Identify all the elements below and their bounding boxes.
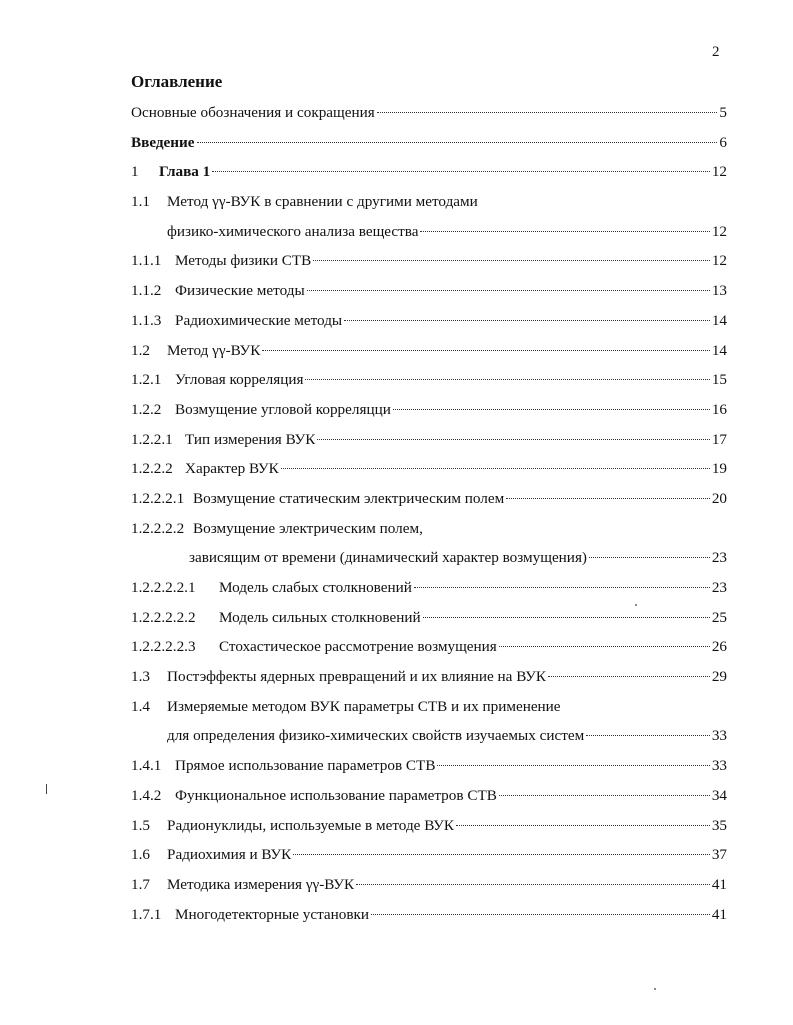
toc-entry-number: 1.1.1: [131, 252, 162, 270]
toc-entry-introduction: [131, 128, 727, 158]
toc-entry-1-4-2: [131, 781, 727, 811]
toc-entry-page: 23: [711, 579, 727, 596]
toc-entry-page: 16: [711, 400, 727, 418]
leader-dots: [197, 142, 718, 143]
leader-dots: [317, 439, 709, 440]
leader-dots: [305, 379, 709, 380]
toc-entry-page: 25: [711, 608, 727, 626]
toc-entry-title: Постэффекты ядерных превращений и их влияние на ВУК: [167, 668, 546, 686]
toc-entry-number: 1.7: [131, 875, 150, 893]
toc-entry-1-4: [131, 692, 727, 722]
leader-dots: [307, 290, 710, 291]
toc-entry-number: 1.7.1: [131, 905, 162, 923]
scan-mark: [46, 784, 47, 794]
toc-entry-1-1-3: [131, 306, 727, 336]
toc-entry-page: 33: [711, 757, 727, 775]
toc-entry-title: Многодетекторные установки: [175, 905, 370, 923]
leader-dots: [293, 854, 710, 855]
toc-entry-1-2: [131, 336, 727, 366]
toc-entry-title: Радиохимия и ВУК: [167, 846, 292, 864]
toc-entry-title: Измеряемые методом ВУК параметры СТВ и их применение: [167, 697, 561, 715]
leader-dots: [212, 171, 710, 172]
toc-heading: Оглавление: [131, 72, 223, 91]
toc-entry-page: 19: [711, 460, 727, 478]
toc-entry-page: 14: [711, 341, 727, 359]
toc-entry-1-2-2-2-2-1: [131, 573, 727, 603]
toc-entry-page: 5: [719, 104, 727, 121]
leader-dots: [344, 320, 710, 321]
toc-entry-page: 41: [711, 905, 727, 923]
toc-entry-page: 13: [711, 282, 727, 300]
leader-dots: [499, 795, 710, 796]
leader-dots: [499, 646, 710, 647]
toc-entry-title: Возмущение статическим электрическим полем: [193, 489, 505, 507]
toc-entry-page: 15: [711, 371, 727, 389]
toc-entry-page: 33: [711, 727, 727, 745]
toc-entry-number: 1.4.2: [131, 786, 162, 804]
toc-entry-page: 23: [711, 549, 727, 567]
toc-entry-title: Основные обозначения и сокращения: [131, 104, 375, 121]
toc-entry-1-3: [131, 662, 727, 692]
toc-entry-page: 12: [711, 252, 727, 270]
toc-entry-number: 1.2.2.2.2: [131, 519, 185, 537]
toc-entry-page: 35: [711, 816, 727, 834]
toc-entry-number: 1.2.2.2.2.1: [131, 579, 196, 596]
toc-entry-number: 1.1.3: [131, 311, 162, 329]
toc-entry-number: 1.1.2: [131, 282, 162, 300]
toc-entry-1-1-1: [131, 246, 727, 276]
toc-entry-number: 1.2.2.2: [131, 460, 173, 478]
toc-entry-number: 1.4: [131, 697, 150, 715]
toc-entry-number: 1.1: [131, 193, 150, 211]
toc-entry-number: 1.2.1: [131, 371, 162, 389]
toc-entry-1-4-continued: [131, 721, 727, 751]
scan-speck: [654, 988, 656, 990]
toc-entry-title: Модель сильных столкновений: [219, 608, 421, 626]
scan-speck: [635, 604, 637, 606]
leader-dots: [414, 587, 710, 588]
toc-entry-1-6: [131, 840, 727, 870]
toc-entry-title: Введение: [131, 133, 195, 151]
toc-entry-number: 1.2.2.1: [131, 430, 173, 448]
toc-entry-title: Возмущение угловой корреляцци: [175, 400, 391, 418]
toc-entry-number: 1.5: [131, 816, 150, 834]
toc-entry-1-7-1: [131, 900, 727, 930]
leader-dots: [356, 884, 710, 885]
toc-entry-page: 12: [711, 163, 727, 181]
leader-dots: [423, 617, 710, 618]
toc-entry-page: 34: [711, 786, 727, 804]
toc-entry-title: Радионуклиды, используемые в методе ВУК: [167, 816, 454, 834]
leader-dots: [420, 231, 709, 232]
toc-entry-number: 1.2: [131, 341, 150, 359]
toc-entry-title: Прямое использование параметров СТВ: [175, 757, 436, 775]
toc-entry-1-1-continued: [131, 217, 727, 247]
toc-entry-title: физико-химического анализа вещества: [167, 222, 419, 240]
toc-entry-page: 14: [711, 311, 727, 329]
toc-entry-page: 12: [711, 222, 727, 240]
leader-dots: [262, 350, 709, 351]
toc-entry-1-1-2: [131, 276, 727, 306]
leader-dots: [371, 914, 710, 915]
toc-entry-title: Физические методы: [175, 282, 305, 300]
toc-entry-page: 41: [711, 875, 727, 893]
toc-entry-number: 1.2.2.2.2.3: [131, 638, 196, 656]
toc-entry-number: 1.2.2.2.2.2: [131, 608, 196, 626]
toc-entry-notation: [131, 98, 727, 128]
toc-entry-1-2-2-2-2: [131, 514, 727, 544]
leader-dots: [506, 498, 710, 499]
leader-dots: [589, 557, 710, 558]
leader-dots: [281, 468, 710, 469]
table-of-contents: [131, 98, 727, 929]
toc-entry-1-2-2: [131, 395, 727, 425]
leader-dots: [548, 676, 710, 677]
leader-dots: [377, 112, 718, 113]
leader-dots: [313, 260, 710, 261]
toc-entry-page: 6: [719, 133, 727, 151]
leader-dots: [456, 825, 710, 826]
toc-entry-title: Тип измерения ВУК: [185, 430, 316, 448]
toc-entry-page: 26: [711, 638, 727, 656]
toc-entry-title: Метод γγ-ВУК: [167, 341, 261, 359]
toc-entry-chapter-1: [131, 157, 727, 187]
leader-dots: [437, 765, 709, 766]
toc-entry-1-2-2-2-2-3: [131, 632, 727, 662]
toc-entry-title: Стохастическое рассмотрение возмущения: [219, 638, 497, 656]
toc-entry-1-5: [131, 811, 727, 841]
toc-entry-1-2-1: [131, 365, 727, 395]
toc-entry-1-2-2-2-2-continued: [131, 543, 727, 573]
toc-entry-1-2-2-2-2-2: [131, 603, 727, 633]
toc-entry-page: 20: [711, 489, 727, 507]
toc-entry-title: Функциональное использование параметров СТВ: [175, 786, 497, 804]
toc-entry-title: Методы физики СТВ: [175, 252, 312, 270]
toc-entry-1-2-2-2-1: [131, 484, 727, 514]
leader-dots: [586, 735, 710, 736]
toc-entry-1-2-2-2: [131, 454, 727, 484]
toc-entry-number: 1.6: [131, 846, 150, 864]
toc-entry-title: зависящим от времени (динамический характер возмущения): [189, 549, 587, 567]
toc-entry-title: для определения физико-химических свойств изучаемых систем: [167, 727, 585, 745]
toc-entry-page: 29: [711, 668, 727, 686]
toc-entry-number: 1.4.1: [131, 757, 162, 775]
toc-entry-title: Угловая корреляция: [175, 371, 304, 389]
toc-entry-number: 1.2.2.2.1: [131, 489, 185, 507]
toc-entry-title: Характер ВУК: [185, 460, 279, 478]
toc-entry-page: 17: [711, 430, 727, 448]
toc-entry-1-4-1: [131, 751, 727, 781]
toc-entry-title: Методика измерения γγ-ВУК: [167, 875, 355, 893]
toc-entry-number: 1: [131, 163, 139, 181]
toc-entry-title: Модель слабых столкновений: [219, 579, 412, 596]
toc-entry-1-2-2-1: [131, 425, 727, 455]
toc-entry-title: Радиохимические методы: [175, 311, 343, 329]
leader-dots: [393, 409, 710, 410]
toc-entry-title: Глава 1: [159, 163, 211, 181]
toc-entry-1-7: [131, 870, 727, 900]
toc-entry-number: 1.2.2: [131, 400, 162, 418]
toc-entry-title: Метод γγ-ВУК в сравнении с другими методами: [167, 193, 478, 211]
toc-entry-title: Возмущение электрическим полем,: [193, 519, 423, 537]
toc-entry-1-1: [131, 187, 727, 217]
page-number: 2: [712, 44, 720, 60]
toc-entry-number: 1.3: [131, 668, 150, 686]
toc-entry-page: 37: [711, 846, 727, 864]
